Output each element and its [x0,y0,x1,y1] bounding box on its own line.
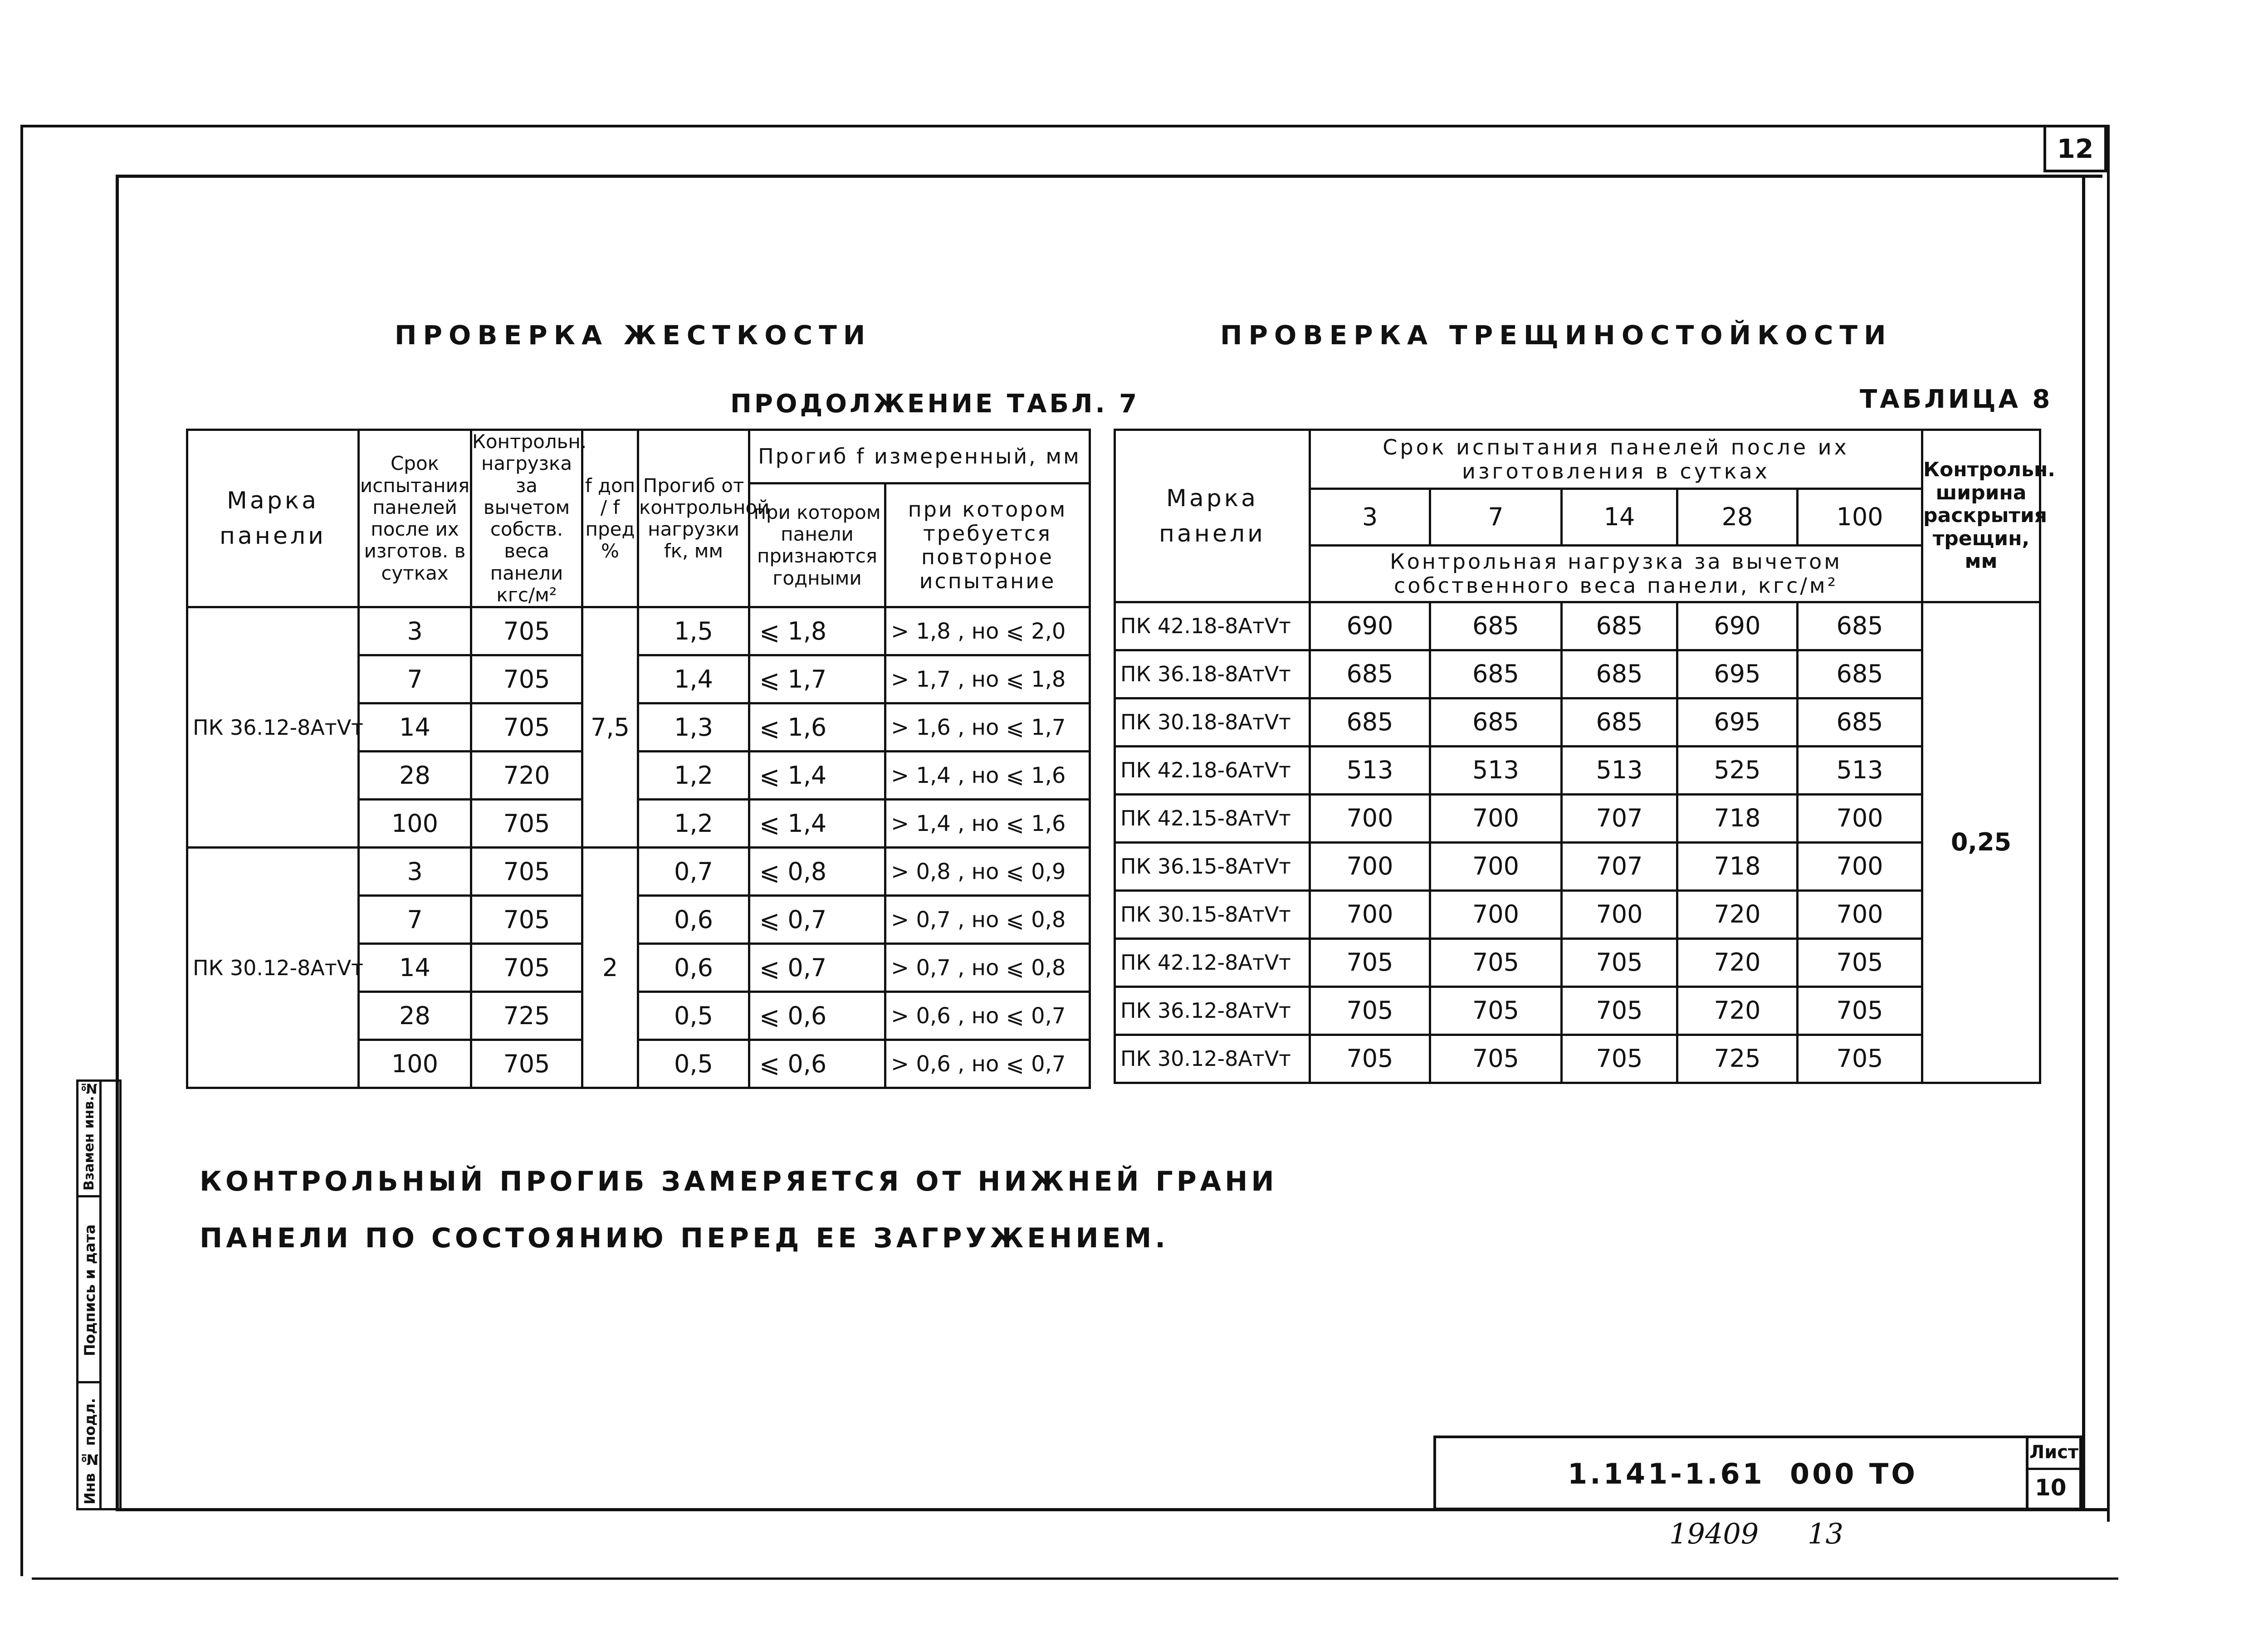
crack-table [1114,429,2055,1084]
cell-load: 705 [1798,987,1922,1035]
day-header: 7 [1430,489,1562,546]
cell-load: 705 [471,655,582,703]
cell-load: 720 [1677,987,1798,1035]
cell-load: 705 [1310,939,1430,987]
cell-term: 3 [359,848,471,896]
cell-retest: > 1,7 , но ⩽ 1,8 [885,655,1090,703]
cell-term: 7 [359,655,471,703]
cell-load: 705 [1430,939,1562,987]
table-row [1115,795,2040,843]
cell-retest: > 0,7 , но ⩽ 0,8 [885,896,1090,944]
cell-retest: > 0,6 , но ⩽ 0,7 [885,992,1090,1040]
cell-suitable: ⩽ 1,8 [749,607,885,655]
cell-load: 705 [1562,939,1677,987]
header-retest: при котором требуется повторное испытание [885,483,1090,607]
cell-load: 705 [1430,987,1562,1035]
panel-mark: ПК 36.18-8АтⅤт [1115,650,1310,698]
cell-load: 685 [1798,698,1922,747]
inner-frame-right [2082,175,2085,1510]
outer-frame-top [20,125,2107,127]
handwritten-number: 19409 [1669,1517,1759,1550]
cell-load: 725 [1677,1035,1798,1083]
doc-code: 1.141-1.61 000 ТО [1568,1457,1918,1490]
cell-load: 513 [1798,747,1922,795]
cell-load: 700 [1798,891,1922,939]
cell-load: 718 [1677,843,1798,891]
panel-mark: ПК 30.18-8АтⅤт [1115,698,1310,747]
table-row [1115,939,2040,987]
t8-header-load: Контрольная нагрузка за вычетом собственного веса панели, кгс/м² [1310,546,1922,602]
cell-retest: > 1,4 , но ⩽ 1,6 [885,800,1090,848]
cell-load: 700 [1310,843,1430,891]
cell-load: 705 [471,703,582,752]
list-number: 10 [2035,1475,2067,1501]
cell-term: 28 [359,752,471,800]
side-label-inv: Инв № подл. [81,1398,98,1505]
header-mark: Марка панели [187,430,359,607]
cell-retest: > 1,8 , но ⩽ 2,0 [885,607,1090,655]
cell-load: 685 [1430,602,1562,650]
cell-load: 705 [1430,1035,1562,1083]
t8-header-term: Срок испытания панелей после их изготовления в сутках [1310,430,1922,489]
cell-deflection: 0,6 [638,896,749,944]
panel-mark: ПК 42.18-6АтⅤт [1115,747,1310,795]
cell-load: 720 [471,752,582,800]
cell-load: 685 [1798,602,1922,650]
cell-suitable: ⩽ 0,6 [749,1040,885,1088]
cell-suitable: ⩽ 0,6 [749,992,885,1040]
cell-load: 725 [471,992,582,1040]
day-header: 28 [1677,489,1798,546]
cell-load: 690 [1310,602,1430,650]
t8-header-mark: Марка панели [1115,430,1310,602]
cell-suitable: ⩽ 1,4 [749,800,885,848]
cell-load: 705 [471,607,582,655]
cell-load: 695 [1677,650,1798,698]
table-row [1115,1035,2040,1083]
t8-header-crack: Контрольн. ширина раскрытия трещин, мм [1922,430,2040,602]
cell-load: 705 [1562,1035,1677,1083]
panel-mark: ПК 42.18-8АтⅤт [1115,602,1310,650]
outer-frame-right [2107,125,2110,1522]
cell-deflection: 0,7 [638,848,749,896]
cell-load: 705 [1562,987,1677,1035]
table-row [187,607,1090,655]
cell-load: 525 [1677,747,1798,795]
cell-load: 685 [1562,698,1677,747]
table-row [1115,987,2040,1035]
day-header: 14 [1562,489,1677,546]
table-row [1115,891,2040,939]
sheet-number: 12 [2057,133,2094,164]
cell-load: 685 [1310,698,1430,747]
day-header: 100 [1798,489,1922,546]
table-row [1115,843,2040,891]
note-line-1: КОНТРОЛЬНЫЙ ПРОГИБ ЗАМЕРЯЕТСЯ ОТ НИЖНЕЙ ГРАНИ [200,1166,1278,1197]
cell-load: 513 [1430,747,1562,795]
cell-load: 685 [1562,602,1677,650]
header-term: Срок испытания панелей после их изготов. в сутках [359,430,471,607]
cell-load: 720 [1677,891,1798,939]
table-row [1115,698,2040,747]
note-line-2: ПАНЕЛИ ПО СОСТОЯНИЮ ПЕРЕД ЕЕ ЗАГРУЖЕНИЕМ. [200,1222,1169,1254]
cell-term: 7 [359,896,471,944]
cell-load: 685 [1430,650,1562,698]
panel-mark: ПК 42.12-8АтⅤт [1115,939,1310,987]
table-row [1115,602,2040,650]
title-crack-resistance: ПРОВЕРКА ТРЕЩИНОСТОЙКОСТИ [1220,320,1892,351]
cell-load: 685 [1310,650,1430,698]
cell-retest: > 0,6 , но ⩽ 0,7 [885,1040,1090,1088]
panel-mark: ПК 36.15-8АтⅤт [1115,843,1310,891]
panel-mark: ПК 36.12-8АтⅤт [187,607,359,848]
cell-load: 690 [1677,602,1798,650]
cell-deflection: 1,4 [638,655,749,703]
cell-load: 685 [1562,650,1677,698]
cell-retest: > 0,7 , но ⩽ 0,8 [885,944,1090,992]
cell-ratio: 7,5 [582,607,638,848]
cell-load: 700 [1310,891,1430,939]
cell-suitable: ⩽ 1,4 [749,752,885,800]
cell-load: 707 [1562,843,1677,891]
cell-term: 100 [359,800,471,848]
cell-suitable: ⩽ 1,7 [749,655,885,703]
cell-deflection: 0,5 [638,1040,749,1088]
day-header: 3 [1310,489,1430,546]
cell-load: 705 [471,848,582,896]
header-measured: Прогиб f измеренный, мм [749,430,1090,483]
cell-deflection: 1,2 [638,752,749,800]
cell-load: 707 [1562,795,1677,843]
cell-deflection: 0,6 [638,944,749,992]
cell-load: 705 [1798,1035,1922,1083]
outer-frame-bottom [32,1577,2118,1580]
panel-mark: ПК 42.15-8АтⅤт [1115,795,1310,843]
table-row [1115,747,2040,795]
table-row [1115,650,2040,698]
cell-load: 705 [1798,939,1922,987]
cell-suitable: ⩽ 0,8 [749,848,885,896]
cell-load: 718 [1677,795,1798,843]
cell-deflection: 1,3 [638,703,749,752]
table-row [187,848,1090,896]
cell-load: 513 [1310,747,1430,795]
cell-load: 705 [1310,1035,1430,1083]
cell-load: 700 [1430,843,1562,891]
panel-mark: ПК 30.12-8АтⅤт [1115,1035,1310,1083]
cell-ratio: 2 [582,848,638,1088]
cell-load: 705 [1310,987,1430,1035]
title-stiffness: ПРОВЕРКА ЖЕСТКОСТИ [395,320,872,351]
list-label: Лист [2029,1442,2079,1463]
cell-suitable: ⩽ 0,7 [749,944,885,992]
cell-load: 705 [471,944,582,992]
header-deflection: Прогиб от контрольной нагрузки fк, мм [638,430,749,607]
side-label-replace: Взамен инв.№ [81,1080,97,1191]
cell-term: 28 [359,992,471,1040]
header-ratio: f доп / f пред % [582,430,638,607]
cell-load: 700 [1430,891,1562,939]
cell-load: 695 [1677,698,1798,747]
cell-retest: > 1,6 , но ⩽ 1,7 [885,703,1090,752]
cell-retest: > 1,4 , но ⩽ 1,6 [885,752,1090,800]
cell-load: 513 [1562,747,1677,795]
stiffness-table [186,429,1091,1089]
title-block [1433,1436,2082,1510]
cell-load: 685 [1798,650,1922,698]
handwritten-number-2: 13 [1808,1517,1843,1550]
cell-term: 100 [359,1040,471,1088]
panel-mark: ПК 36.12-8АтⅤт [1115,987,1310,1035]
cell-deflection: 1,2 [638,800,749,848]
cell-load: 700 [1430,795,1562,843]
cell-retest: > 0,8 , но ⩽ 0,9 [885,848,1090,896]
cell-deflection: 0,5 [638,992,749,1040]
caption-table8: ТАБЛИЦА 8 [1860,385,2053,414]
header-load: Контрольн. нагрузка за вычетом собств. веса панели кгс/м² [471,430,582,607]
cell-deflection: 1,5 [638,607,749,655]
side-label-sign: Подпись и дата [81,1224,98,1357]
cell-load: 705 [471,800,582,848]
cell-term: 14 [359,703,471,752]
cell-crack-width: 0,25 [1922,602,2040,1083]
panel-mark: ПК 30.12-8АтⅤт [187,848,359,1088]
cell-suitable: ⩽ 0,7 [749,896,885,944]
cell-load: 705 [471,896,582,944]
caption-table7: ПРОДОЛЖЕНИЕ ТАБЛ. 7 [730,389,1140,419]
cell-term: 3 [359,607,471,655]
side-stamp [76,1079,122,1510]
sheet-number-box [2043,125,2107,172]
panel-mark: ПК 30.15-8АтⅤт [1115,891,1310,939]
cell-load: 700 [1310,795,1430,843]
cell-load: 685 [1430,698,1562,747]
inner-frame-top [116,175,2102,178]
outer-frame-left [20,125,23,1576]
cell-load: 700 [1798,843,1922,891]
header-suitable: при котором панели признаются годными [749,483,885,607]
cell-suitable: ⩽ 1,6 [749,703,885,752]
cell-load: 705 [471,1040,582,1088]
cell-term: 14 [359,944,471,992]
cell-load: 700 [1562,891,1677,939]
cell-load: 700 [1798,795,1922,843]
cell-load: 720 [1677,939,1798,987]
